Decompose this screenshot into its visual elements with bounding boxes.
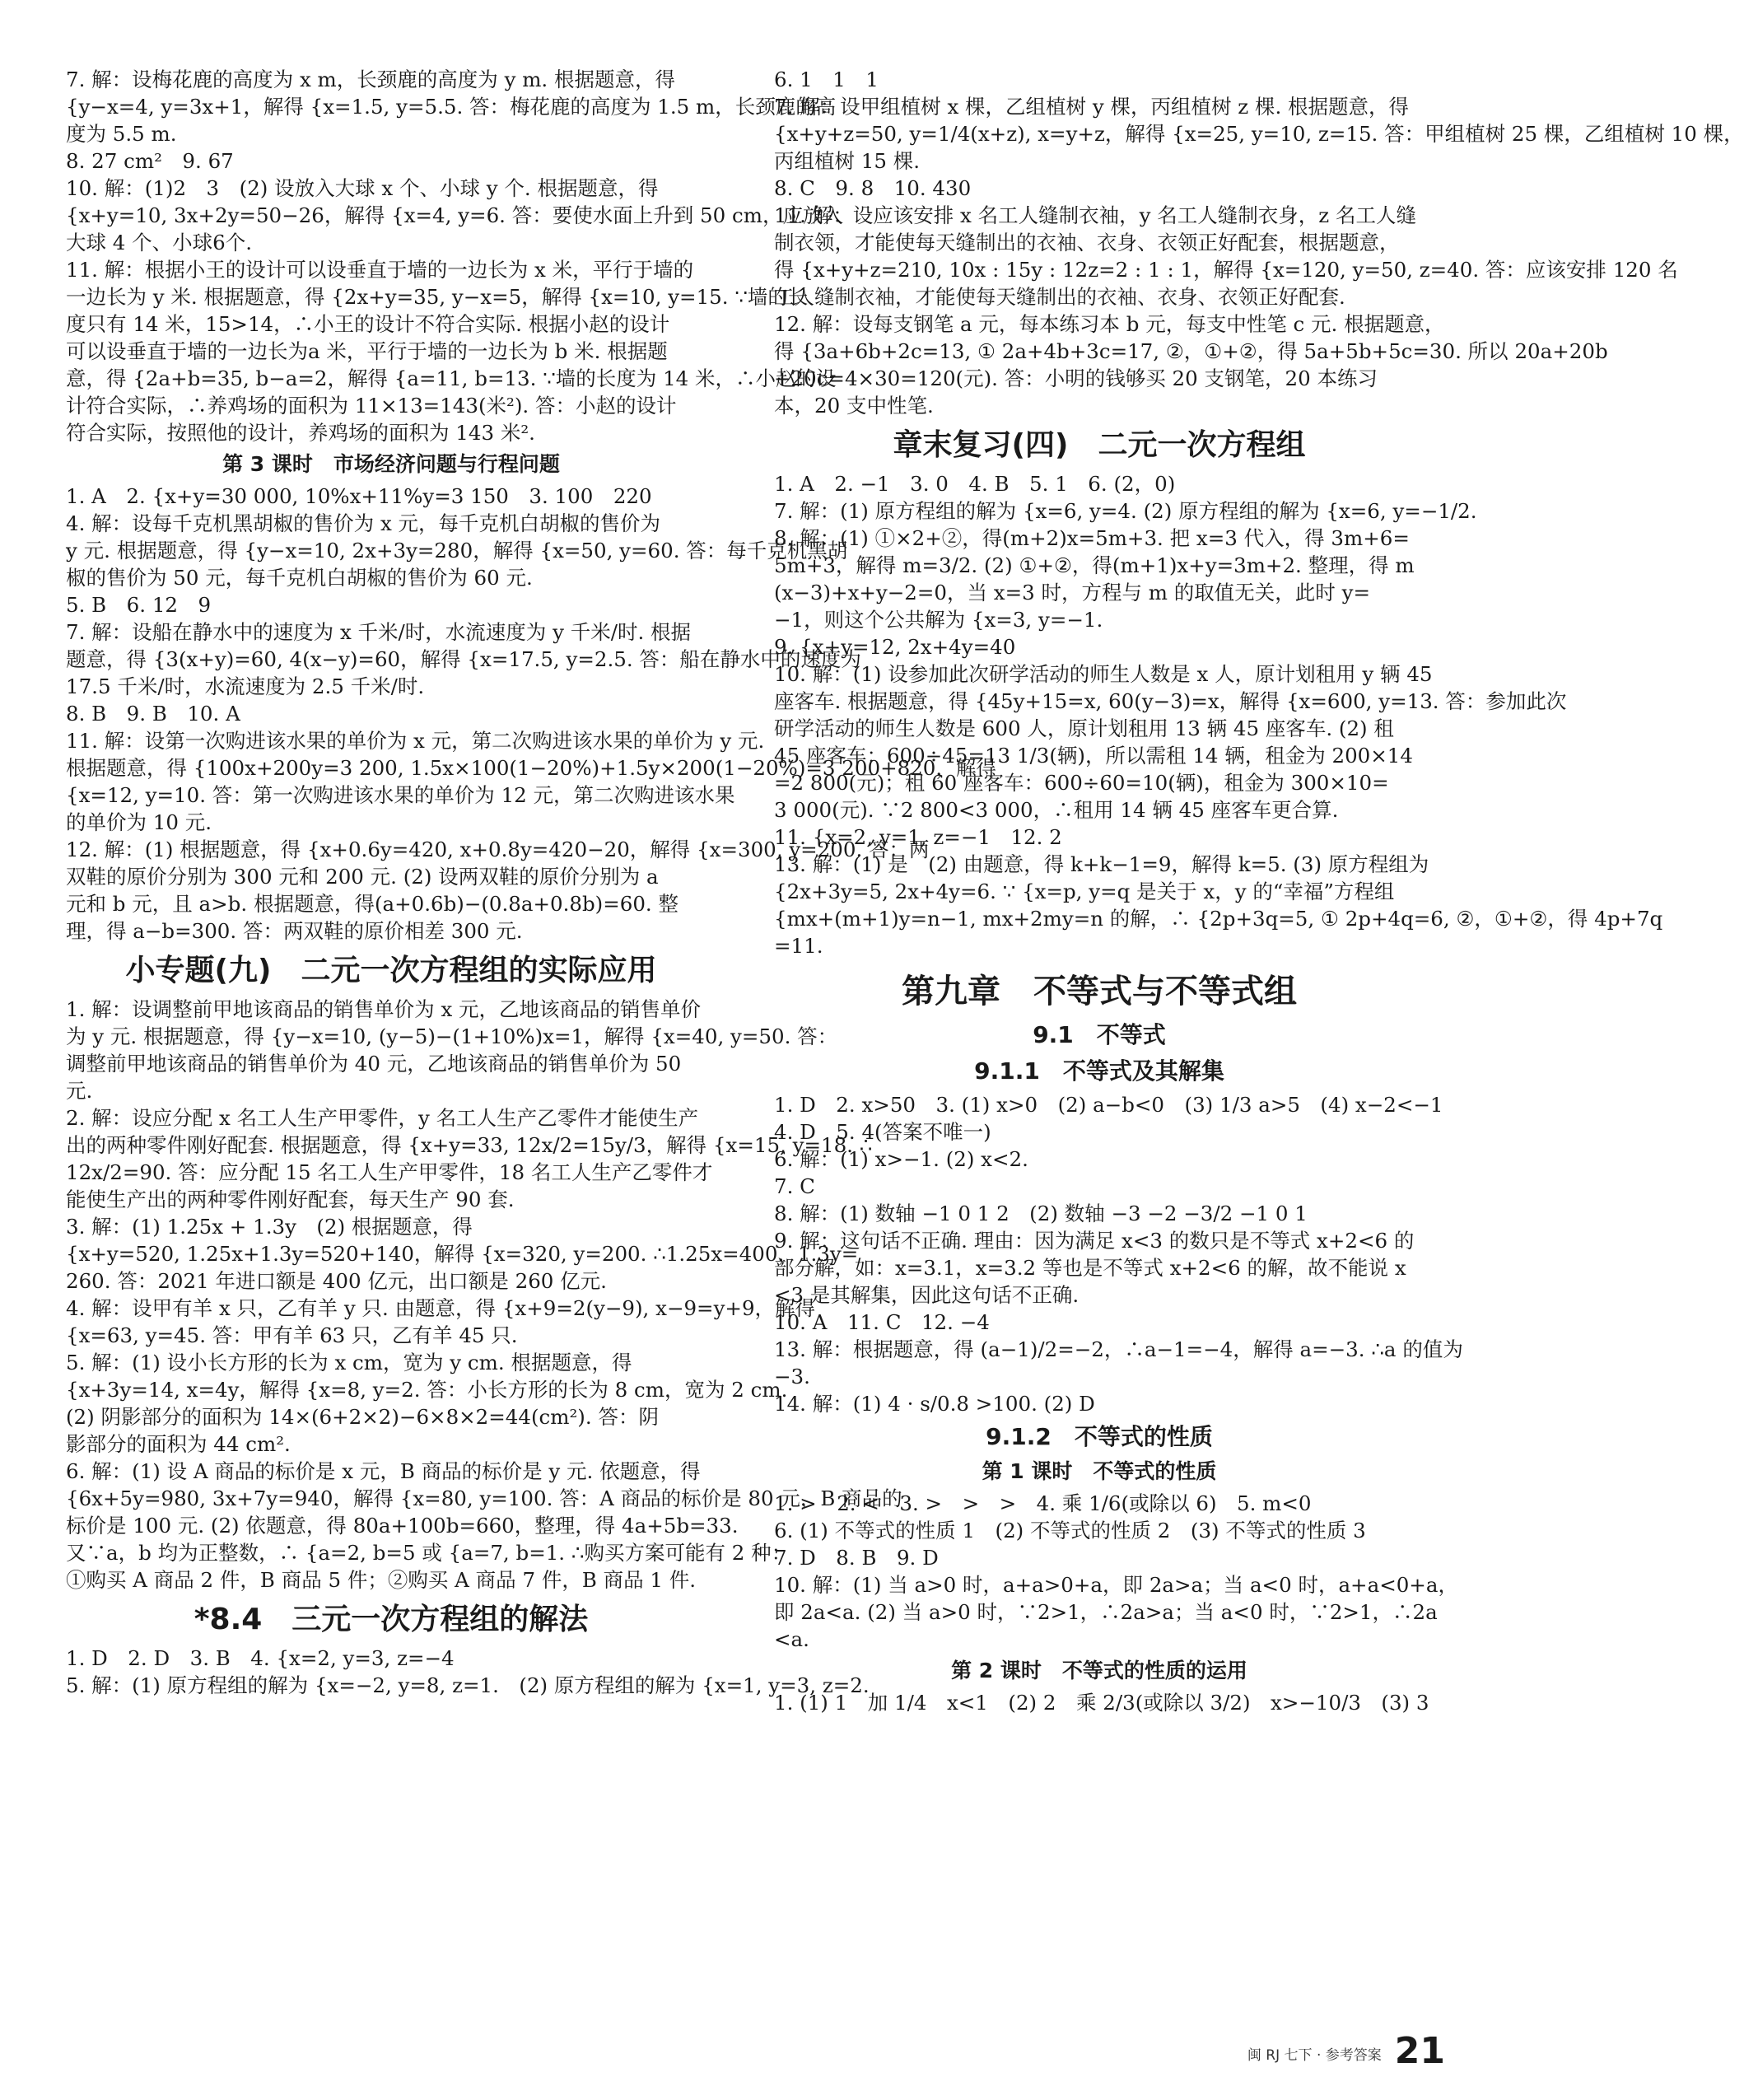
answer-line: 8. 解：(1) 数轴 −1 0 1 2 (2) 数轴 −3 −2 −3/2 −1 0 1 <box>774 1202 1308 1225</box>
answer-line: 出的两种零件刚好配套. 根据题意，得 {x+y=33, 12x/2=15y/3，解得 {x=15, y=18. ∴ <box>66 1133 873 1157</box>
answer-line: 为 y 元. 根据题意，得 {y−x=10, (y−5)−(1+10%)x=1，解得 {x=40, y=50. 答： <box>66 1024 838 1048</box>
answer-line: =2 800(元)；租 60 座客车：600÷60=10(辆)，租金为 300×10= <box>774 771 1389 795</box>
answer-line: 影部分的面积为 44 cm². <box>66 1432 291 1456</box>
answer-line: 7. C <box>774 1174 815 1198</box>
answer-line: (x−3)+x+y−2=0，当 x=3 时，方程与 m 的取值无关，此时 y= <box>774 581 1370 604</box>
answer-line: 11. {x=2, y=1, z=−1 12. 2 <box>774 825 1062 849</box>
answer-line: 260. 答：2021 年进口额是 400 亿元，出口额是 260 亿元. <box>66 1269 607 1293</box>
answer-line: 计符合实际，∴养鸡场的面积为 11×13=143(米²). 答：小赵的设计 <box>66 394 677 418</box>
answer-line: 14. 解：(1) 4 · s/0.8 >100. (2) D <box>774 1392 1095 1416</box>
answer-line: 6. 解：(1) x>−1. (2) x<2. <box>774 1147 1028 1171</box>
answer-line: 丙组植树 15 棵. <box>774 149 921 173</box>
section-heading: 第 1 课时 不等式的性质 <box>982 1459 1217 1483</box>
section-heading: 第 3 课时 市场经济问题与行程问题 <box>222 452 560 476</box>
answer-line: 12x/2=90. 答：应分配 15 名工人生产甲零件，18 名工人生产乙零件才 <box>66 1160 713 1184</box>
answer-line: 理，得 a−b=300. 答：两双鞋的原价相差 300 元. <box>66 919 523 943</box>
answer-line: 得 {x+y+z=210, 10x : 15y : 12z=2 : 1 : 1，解得 {x=120, y=50, z=40. 答：应该安排 120 名 <box>774 258 1678 282</box>
answer-line: {2x+3y=5, 2x+4y=6. ∵ {x=p, y=q 是关于 x，y 的“幸福”方程组 <box>774 880 1395 903</box>
answer-line: 4. D 5. 4(答案不唯一) <box>774 1120 991 1144</box>
section-heading: 章末复习(四) 二元一次方程组 <box>893 428 1306 462</box>
answer-line: 可以设垂直于墙的一边长为a 米，平行于墙的一边长为 b 米. 根据题 <box>66 339 668 363</box>
answer-line: 9. 解：这句话不正确. 理由：因为满足 x<3 的数只是不等式 x+2<6 的 <box>774 1229 1415 1253</box>
answer-line: 5. 解：(1) 原方程组的解为 {x=−2, y=8, z=1. (2) 原方程组的解为 {x=1, y=3, z=2. <box>66 1673 870 1697</box>
answer-line: {x=63, y=45. 答：甲有羊 63 只，乙有羊 45 只. <box>66 1323 518 1347</box>
answer-line: 度只有 14 米，15>14，∴小王的设计不符合实际. 根据小赵的设计 <box>66 312 670 336</box>
answer-line: {x+y=520, 1.25x+1.3y=520+140，解得 {x=320, y=200. ∴1.25x=400，1.3y= <box>66 1242 859 1266</box>
answer-line: 2. 解：设应分配 x 名工人生产甲零件，y 名工人生产乙零件才能使生产 <box>66 1106 699 1130</box>
answer-line: 本，20 支中性笔. <box>774 394 934 418</box>
answer-line: 符合实际，按照他的设计，养鸡场的面积为 143 米². <box>66 421 535 445</box>
answer-line: 9. {x+y=12, 2x+4y=40 <box>774 635 1016 659</box>
answer-line: 意，得 {2a+b=35, b−a=2，解得 {a=11, b=13. ∵墙的长度为 14 米，∴小赵的设 <box>66 366 837 390</box>
answer-line: 8. B 9. B 10. A <box>66 702 240 726</box>
answer-line: 研学活动的师生人数是 600 人，原计划租用 13 辆 45 座客车. (2) 租 <box>774 716 1394 740</box>
answer-line: 1. 解：设调整前甲地该商品的销售单价为 x 元，乙地该商品的销售单价 <box>66 997 702 1021</box>
answer-line: y 元. 根据题意，得 {y−x=10, 2x+3y=280，解得 {x=50, y=60. 答：每千克机黑胡 <box>66 539 848 562</box>
answer-line: 大球 4 个、小球6个. <box>66 231 253 254</box>
answer-line: 元. <box>66 1079 93 1103</box>
answer-line: 标价是 100 元. (2) 依题意，得 80a+100b=660，整理，得 4a+5b=33. <box>66 1514 739 1538</box>
answer-line: 部分解，如：x=3.1，x=3.2 等也是不等式 x+2<6 的解，故不能说 x <box>774 1256 1406 1280</box>
answer-line: 座客车. 根据题意，得 {45y+15=x, 60(y−3)=x，解得 {x=600, y=13. 答：参加此次 <box>774 689 1567 713</box>
page-footer <box>1247 2032 1445 2070</box>
page-number: 21 <box>1394 2030 1445 2072</box>
answer-line: 10. 解：(1)2 3 (2) 设放入大球 x 个、小球 y 个. 根据题意，得 <box>66 176 659 200</box>
section-heading: 9.1.2 不等式的性质 <box>986 1423 1213 1450</box>
answer-line: 1. A 2. {x+y=30 000, 10%x+11%y=3 150 3. 100 220 <box>66 484 652 508</box>
right-column <box>774 66 1744 1716</box>
answer-line: 1. D 2. D 3. B 4. {x=2, y=3, z=−4 <box>66 1646 455 1670</box>
answer-line: {mx+(m+1)y=n−1, mx+2my=n 的解，∴ {2p+3q=5, ① 2p+4q=6, ②，①+②，得 4p+7q <box>774 907 1663 931</box>
answer-line: 度为 5.5 m. <box>66 122 177 146</box>
answer-line: 7. 解：设船在静水中的速度为 x 千米/时，水流速度为 y 千米/时. 根据 <box>66 620 692 644</box>
answer-line: ①购买 A 商品 2 件，B 商品 5 件；②购买 A 商品 7 件，B 商品 1 件. <box>66 1568 697 1592</box>
answer-line: {x+y+z=50, y=1/4(x+z), x=y+z，解得 {x=25, y=10, z=15. 答：甲组植树 25 棵，乙组植树 10 棵， <box>774 122 1744 146</box>
section-heading: 9.1 不等式 <box>1033 1021 1166 1048</box>
answer-line: 1. > 2. < 3. > > > 4. 乘 1/6(或除以 6) 5. m<0 <box>774 1491 1312 1515</box>
answer-line: 4. 解：设每千克机黑胡椒的售价为 x 元，每千克机白胡椒的售价为 <box>66 511 661 535</box>
answer-line: {x=12, y=10. 答：第一次购进该水果的单价为 12 元，第二次购进该水果 <box>66 783 735 807</box>
answer-line: 一边长为 y 米. 根据题意，得 {2x+y=35, y−x=5，解得 {x=10, y=15. ∵墙的长 <box>66 285 809 309</box>
section-heading: 9.1.1 不等式及其解集 <box>974 1057 1224 1085</box>
answer-line: 又∵a，b 均为正整数，∴ {a=2, b=5 或 {a=7, b=1. ∴购买方案可能有 2 种： <box>66 1541 792 1565</box>
answer-line: {6x+5y=980, 3x+7y=940，解得 {x=80, y=100. 答：A 商品的标价是 80 元，B 商品的 <box>66 1486 902 1510</box>
answer-line: 6. (1) 不等式的性质 1 (2) 不等式的性质 2 (3) 不等式的性质 3 <box>774 1519 1366 1542</box>
answer-line: 7. 解：(1) 原方程组的解为 {x=6, y=4. (2) 原方程组的解为 {x=6, y=−1/2. <box>774 499 1477 523</box>
answer-line: {x+y=10, 3x+2y=50−26，解得 {x=4, y=6. 答：要使水面上升到 50 cm，应放入 <box>66 203 843 227</box>
answer-line: 7. D 8. B 9. D <box>774 1546 939 1570</box>
answer-line: 13. 解：(1) 是 (2) 由题意，得 k+k−1=9，解得 k=5. (3) 原方程组为 <box>774 852 1429 876</box>
answer-line: 11. 解：设第一次购进该水果的单价为 x 元，第二次购进该水果的单价为 y 元. <box>66 729 765 753</box>
answer-line: 8. 27 cm² 9. 67 <box>66 149 234 173</box>
answer-line: 根据题意，得 {100x+200y=3 200, 1.5x×100(1−20%)+1.5y×200(1−20%)=3 200+820，解得 <box>66 756 996 780</box>
answer-line: −1，则这个公共解为 {x=3, y=−1. <box>774 608 1103 632</box>
section-heading: 第九章 不等式与不等式组 <box>902 973 1297 1010</box>
answer-line: 10. A 11. C 12. −4 <box>774 1310 990 1334</box>
answer-line: 45 座客车：600÷45=13 1/3(辆)，所以需租 14 辆，租金为 200×14 <box>774 744 1413 768</box>
answer-line: −3. <box>774 1365 810 1388</box>
answer-line: 8. 解：(1) ①×2+②，得(m+2)x=5m+3. 把 x=3 代入，得 3m+6= <box>774 526 1410 550</box>
answer-line: 工人缝制衣袖，才能使每天缝制出的衣袖、衣身、衣领正好配套. <box>774 285 1345 309</box>
answer-line: 11. 解：根据小王的设计可以设垂直于墙的一边长为 x 米，平行于墙的 <box>66 258 694 282</box>
section-heading: 第 2 课时 不等式的性质的运用 <box>951 1659 1247 1682</box>
answer-line: 5. B 6. 12 9 <box>66 593 212 617</box>
answer-line: 10. 解：(1) 设参加此次研学活动的师生人数是 x 人，原计划租用 y 辆 45 <box>774 662 1433 686</box>
answer-line: 8. C 9. 8 10. 430 <box>774 176 972 200</box>
answer-line: 12. 解：(1) 根据题意，得 {x+0.6y=420, x+0.8y=420−20，解得 {x=300, y=200. 答：两 <box>66 838 930 861</box>
section-heading: 小专题(九) 二元一次方程组的实际应用 <box>125 954 657 987</box>
answer-line: 12. 解：设每支钢笔 a 元，每本练习本 b 元，每支中性笔 c 元. 根据题意， <box>774 312 1445 336</box>
answer-line: 11. 解：设应该安排 x 名工人缝制衣袖，y 名工人缝制衣身，z 名工人缝 <box>774 203 1416 227</box>
answer-line: 7. 解：设甲组植树 x 棵，乙组植树 y 棵，丙组植树 z 棵. 根据题意，得 <box>774 95 1410 119</box>
answer-line: +20c=4×30=120(元). 答：小明的钱够买 20 支钢笔，20 本练习 <box>774 366 1378 390</box>
answer-line: 1. (1) 1 加 1/4 x<1 (2) 2 乘 2/3(或除以 3/2) x>−10/3 (3) 3 <box>774 1691 1429 1715</box>
answer-line: 3 000(元). ∵2 800<3 000，∴租用 14 辆 45 座客车更合算. <box>774 798 1339 822</box>
answer-line: 5m+3，解得 m=3/2. (2) ①+②，得(m+1)x+y=3m+2. 整理，得 m <box>774 553 1415 577</box>
answer-line: 题意，得 {3(x+y)=60, 4(x−y)=60，解得 {x=17.5, y=2.5. 答：船在静水中的速度为 <box>66 647 861 671</box>
answer-line: {x+3y=14, x=4y，解得 {x=8, y=2. 答：小长方形的长为 8 cm，宽为 2 cm. <box>66 1378 788 1402</box>
answer-line: 1. A 2. −1 3. 0 4. B 5. 1 6. (2，0) <box>774 472 1176 496</box>
answer-line: 7. 解：设梅花鹿的高度为 x m，长颈鹿的高度为 y m. 根据题意，得 <box>66 68 676 91</box>
answer-line: 双鞋的原价分别为 300 元和 200 元. (2) 设两双鞋的原价分别为 a <box>66 865 659 889</box>
answer-line: 能使生产出的两种零件刚好配套，每天生产 90 套. <box>66 1188 515 1211</box>
answer-line: 得 {3a+6b+2c=13, ① 2a+4b+3c=17, ②，①+②，得 5a+5b+5c=30. 所以 20a+20b <box>774 339 1608 363</box>
answer-line: 3. 解：(1) 1.25x + 1.3y (2) 根据题意，得 <box>66 1215 473 1239</box>
answer-line: 的单价为 10 元. <box>66 810 212 834</box>
answer-line: {y−x=4, y=3x+1，解得 {x=1.5, y=5.5. 答：梅花鹿的高度为 1.5 m，长颈鹿的高 <box>66 95 837 119</box>
answer-line: <a. <box>774 1627 809 1651</box>
answer-line: 5. 解：(1) 设小长方形的长为 x cm，宽为 y cm. 根据题意，得 <box>66 1351 632 1374</box>
answer-line: 13. 解：根据题意，得 (a−1)/2=−2，∴a−1=−4，解得 a=−3. ∴a 的值为 <box>774 1337 1463 1361</box>
answer-line: 10. 解：(1) 当 a>0 时，a+a>0+a，即 2a>a；当 a<0 时，a+a<0+a， <box>774 1573 1458 1597</box>
answer-line: =11. <box>774 934 823 958</box>
answer-line: 17.5 千米/时，水流速度为 2.5 千米/时. <box>66 674 425 698</box>
answer-line: 调整前甲地该商品的销售单价为 40 元，乙地该商品的销售单价为 50 <box>66 1052 682 1076</box>
answer-line: 椒的售价为 50 元，每千克机白胡椒的售价为 60 元. <box>66 566 533 590</box>
answer-line: <3 是其解集，因此这句话不正确. <box>774 1283 1080 1307</box>
answer-line: (2) 阴影部分的面积为 14×(6+2×2)−6×8×2=44(cm²). 答：阴 <box>66 1405 659 1429</box>
answer-line: 6. 解：(1) 设 A 商品的标价是 x 元，B 商品的标价是 y 元. 依题意，得 <box>66 1459 701 1483</box>
footer-label: 闽 RJ 七下 · 参考答案 <box>1247 2047 1382 2064</box>
answer-line: 1. D 2. x>50 3. (1) x>0 (2) a−b<0 (3) 1/3 a>5 (4) x−2<−1 <box>774 1093 1443 1117</box>
answer-line: 6. 1 1 1 <box>774 68 879 91</box>
section-heading: *8.4 三元一次方程组的解法 <box>194 1603 589 1636</box>
answer-line: 即 2a<a. (2) 当 a>0 时，∵2>1，∴2a>a；当 a<0 时，∵2>1，∴2a <box>774 1600 1438 1624</box>
answer-line: 制衣领，才能使每天缝制出的衣袖、衣身、衣领正好配套，根据题意， <box>774 231 1400 254</box>
answer-line: 4. 解：设甲有羊 x 只，乙有羊 y 只. 由题意，得 {x+9=2(y−9), x−9=y+9，解得 <box>66 1296 816 1320</box>
answer-line: 元和 b 元，且 a>b. 根据题意，得(a+0.6b)−(0.8a+0.8b)=60. 整 <box>66 892 679 916</box>
